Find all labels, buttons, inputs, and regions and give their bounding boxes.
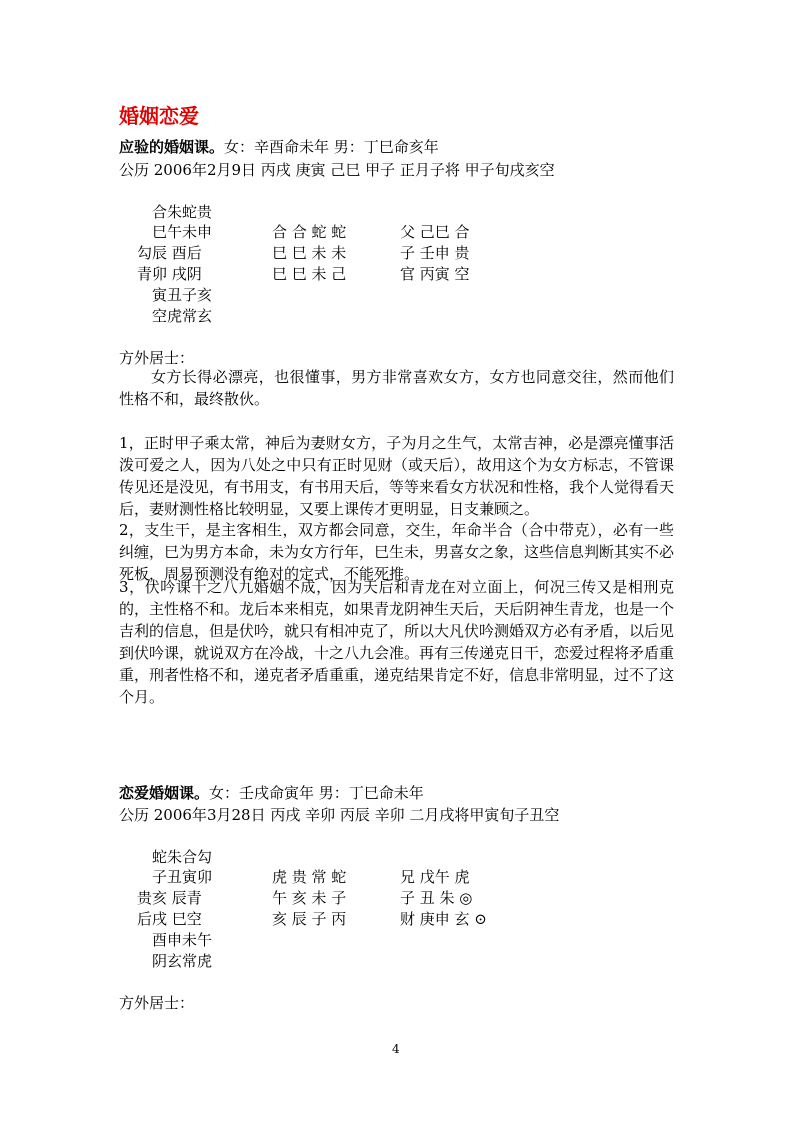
case2-meta: 女：壬戌命寅年 男：丁巳命未年 [209, 784, 424, 802]
case2-tianpan-2: 贵亥 辰青 [137, 889, 202, 907]
case1-tianpan-2: 勾辰 酉后 [137, 244, 202, 262]
case2-tianpan-5: 阴玄常虎 [152, 952, 213, 970]
case2-sike-2: 亥 辰 子 丙 [272, 910, 347, 928]
case1-paragraph-4: 3，伏吟课十之八九婚姻不成，因为天后和青龙在对立面上，何况三传又是相刑克的，主性格不和。龙后本来相克，如果青龙阴神生天后，天后阴神生青龙，也是一个吉利的信息，但是伏吟，就只有相冲克了，所以大凡伏吟测婚双方必有矛盾，以后见到伏吟课，就说双方在冷战，十之八九会准。再有三传递克日干，恋爱过程将矛盾重重，刑者性格不和，递克者矛盾重重，递克结果肯定不好，信息非常明显，过不了这个月。 [119, 578, 675, 706]
case2-sike-0: 虎 贵 常 蛇 [272, 868, 347, 886]
case2-date: 公历 2006年3月28日 丙戌 辛卯 丙辰 辛卯 二月戌将甲寅旬子丑空 [119, 806, 560, 824]
case1-header-line [119, 137, 439, 157]
case2-sanchuan-1: 子 丑 朱 ◎ [400, 889, 473, 907]
page-number: 4 [392, 1042, 400, 1056]
case1-paragraph-1: 女方长得必漂亮，也很懂事，男方非常喜欢女方，女方也同意交往，然而他们性格不和，最终散伙。 [119, 368, 674, 408]
case2-header-line [119, 783, 424, 803]
case1-tianpan-0: 合朱蛇贵 [152, 203, 213, 221]
case1-tianpan-3: 青卯 戌阴 [137, 265, 202, 283]
case1-sike-1: 巳 巳 未 未 [272, 244, 347, 262]
case2-tianpan-1: 子丑寅卯 [152, 868, 213, 886]
case1-meta: 女：辛酉命未年 男：丁巳命亥年 [224, 138, 439, 156]
case1-sike-0: 合 合 蛇 蛇 [272, 223, 347, 241]
case2-author: 方外居士： [119, 994, 195, 1012]
case1-heading: 应验的婚姻课。 [119, 138, 225, 156]
case2-sike-1: 午 亥 未 子 [272, 889, 347, 907]
case1-tianpan-5: 空虎常玄 [152, 307, 213, 325]
case2-sanchuan-2: 财 庚申 玄 ⊙ [400, 910, 487, 928]
page-title: 婚姻恋爱 [119, 104, 199, 128]
case2-sanchuan-0: 兄 戊午 虎 [400, 868, 470, 886]
case1-date: 公历 2006年2月9日 丙戌 庚寅 己巳 甲子 正月子将 甲子旬戌亥空 [119, 161, 555, 179]
case1-sanchuan-0: 父 己巳 合 [400, 223, 470, 241]
case1-author: 方外居士： [119, 349, 195, 367]
case2-heading: 恋爱婚姻课。 [119, 784, 210, 802]
case1-tianpan-4: 寅丑子亥 [152, 286, 213, 304]
case2-tianpan-3: 后戌 巳空 [137, 910, 202, 928]
case1-sanchuan-1: 子 壬申 贵 [400, 244, 470, 262]
case2-tianpan-4: 酉申未午 [152, 931, 213, 949]
case1-paragraph-2: 1，正时甲子乘太常，神后为妻财女方，子为月之生气，太常吉神，必是漂亮懂事活泼可爱之人，因为八处之中只有正时见财（或天后），故用这个为女方标志，不管课传见还是没见，有书用支，有书用天后，等等来看女方状况和性格，我个人觉得看天后，妻财测性格比较明显，又要上课传才更明显，日支兼顾之。 [119, 434, 675, 518]
case1-tianpan-1: 巳午未申 [152, 223, 213, 241]
case2-tianpan-0: 蛇朱合勾 [152, 848, 213, 866]
case1-sike-2: 巳 巳 未 己 [272, 265, 347, 283]
case1-paragraph-3: 2，支生干，是主客相生，双方都会同意，交生，年命半合（合中带克），必有一些纠缠，巳为男方本命，未为女方行年，巳生未，男喜女之象，这些信息判断其实不必死板，周易预测没有绝对的定式，不能死推。 [119, 521, 675, 583]
case1-sanchuan-2: 官 丙寅 空 [400, 265, 470, 283]
